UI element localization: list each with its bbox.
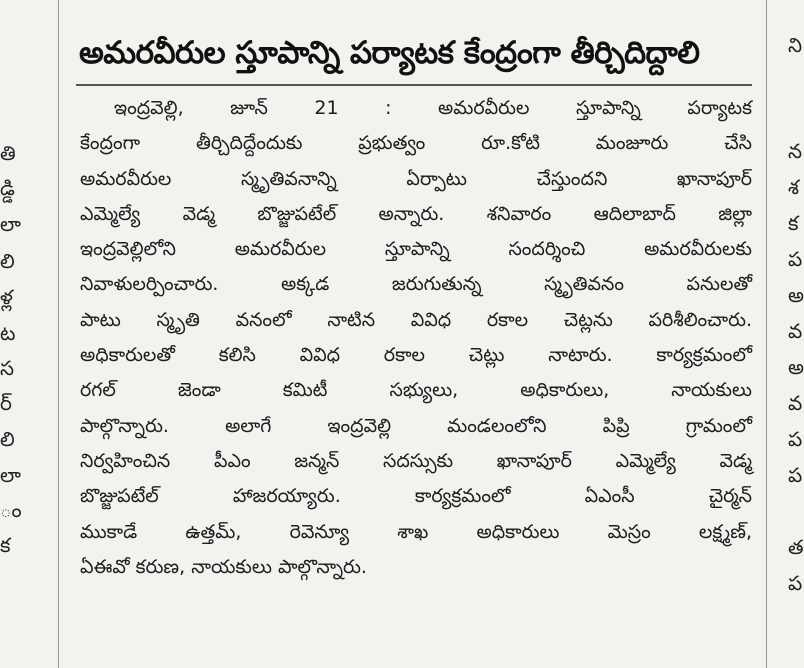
article-line: అమరవీరుల స్మృతివనాన్ని ఏర్పాటు చేస్తుందని ఖానాపూర్ (80, 167, 752, 190)
article-line: బొజ్జుపటేల్ హాజరయ్యారు. కార్యక్రమంలో ఏఎంసీ చైర్మన్ (80, 485, 752, 508)
article-line: ఏఈవో కరుణ, నాయకులు పాల్గొన్నారు. (80, 555, 367, 578)
right-column-glyph: ప (788, 247, 803, 271)
left-column-glyph: లి (0, 249, 15, 273)
article-body (80, 91, 752, 585)
left-column-glyph: ర్ (0, 391, 12, 415)
article-line: రగల్ జెండా కమిటీ సభ్యులు, అధికారులు, నాయకులు (80, 379, 752, 402)
right-column-glyph: న (788, 139, 803, 163)
left-column-glyph: ళ్ల (0, 285, 13, 309)
article-line: నివాళులర్పించారు. అక్కడ జరుగుతున్న స్మృతివనం పనులతో (80, 273, 752, 296)
right-column-glyph: వ (788, 391, 803, 415)
left-column-glyph: ం (0, 498, 22, 522)
left-column-glyph: స (0, 356, 15, 380)
article-line: ఇంద్రవెల్లిలోని అమరవీరుల స్తూపాన్ని సందర్శించి అమరవీరులకు (80, 238, 752, 261)
left-column-glyph: తి (0, 141, 16, 165)
right-column-glyph: క (788, 211, 799, 235)
article-line: ముకాడే ఉత్తమ్, రెవెన్యూ శాఖ అధికారులు మెస్రం లక్ష్మణ్, (80, 520, 752, 543)
left-neighbor-column (0, 0, 22, 668)
article-line: కేంద్రంగా తీర్చిదిద్దేందుకు ప్రభుత్వం రూ.కోటి మంజూరు చేసి (80, 132, 752, 155)
article-line: ఇంద్రవెల్లి, జూన్ 21 : అమరవీరుల స్తూపాన్ని పర్యాటక (114, 97, 752, 119)
right-column-glyph: అ (788, 355, 804, 379)
article-line: నిర్వహించిన పీఎం జన్మన్ సదస్సుకు ఖానాపూర్ ఎమ్మెల్యే వెడ్మ (80, 449, 752, 472)
right-column-glyph: ని (788, 33, 803, 57)
previous-article-cropped-line (90, 0, 730, 8)
article-line: ఎమ్మెల్యే వెడ్మ బొజ్జుపటేల్ అన్నారు. శనివారం ఆదిలాబాద్ జిల్లా (80, 202, 752, 225)
column-divider-right (766, 0, 767, 668)
left-column-glyph: క (0, 533, 11, 557)
article-line: పాల్గొన్నారు. అలాగే ఇంద్రవెల్లి మండలంలోని పిప్రి గ్రామంలో (80, 414, 752, 437)
left-column-glyph: లా (0, 212, 21, 236)
article-line: పాటు స్మృతి వనంలో నాటిన వివిధ రకాల చెట్లను పరిశీలించారు. (80, 308, 752, 331)
right-column-glyph: వ (788, 319, 803, 343)
article-line: అధికారులతో కలిసి వివిధ రకాల చెట్లు నాటారు. కార్యక్రమంలో (80, 344, 752, 367)
column-divider-left (58, 0, 59, 668)
right-column-glyph: ప (788, 463, 803, 487)
right-column-glyph: ప (788, 427, 803, 451)
right-neighbor-column (770, 0, 804, 668)
right-column-glyph: ప (788, 571, 803, 595)
left-column-glyph: ట (0, 321, 16, 345)
right-column-glyph: త (788, 535, 804, 559)
right-column-glyph: శ (788, 175, 799, 199)
right-column-glyph: అ (788, 283, 804, 307)
left-column-glyph: లా (0, 463, 21, 487)
left-column-glyph: లి (0, 427, 15, 451)
article-headline: అమరవీరుల స్తూపాన్ని పర్యాటక కేంద్రంగా తీర్చిదిద్దాలి (79, 35, 700, 71)
headline-rule (76, 84, 752, 86)
left-column-glyph: డ్డి (0, 176, 15, 200)
